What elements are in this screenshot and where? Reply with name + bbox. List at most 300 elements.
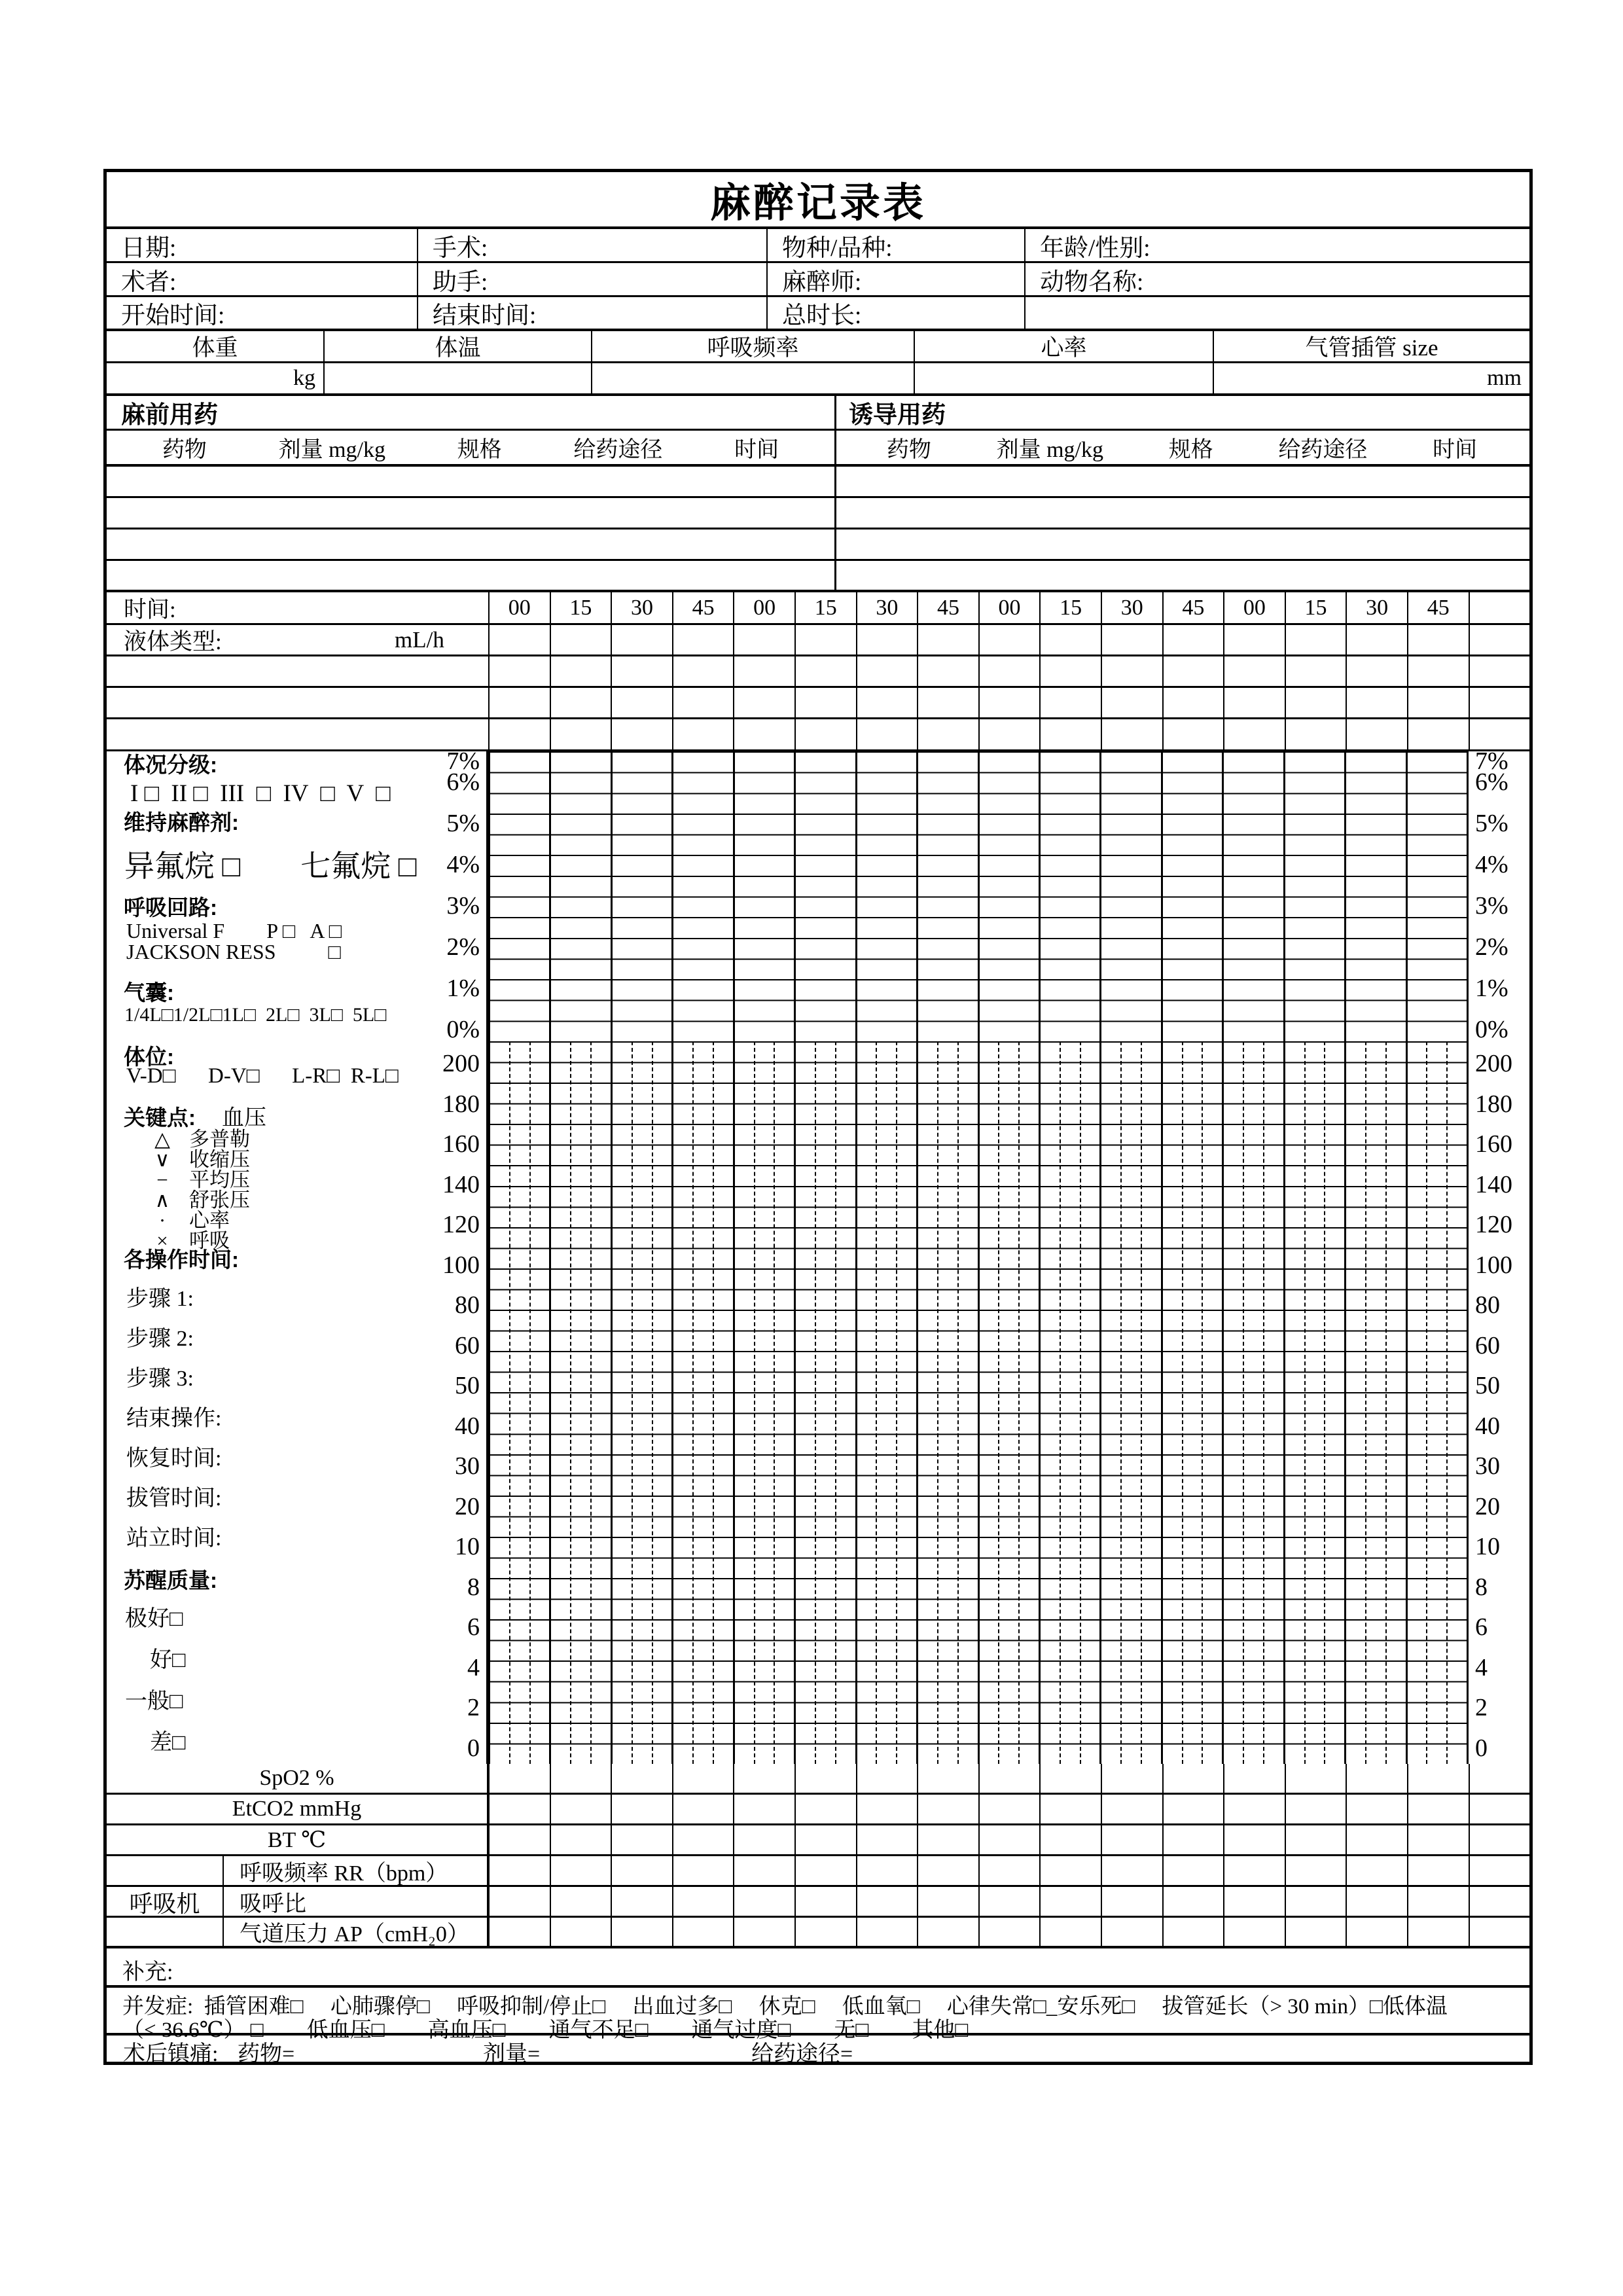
grid-cell[interactable] <box>1285 1918 1346 1946</box>
recovery-label: 苏醒质量: <box>124 1568 217 1592</box>
grid-cell[interactable] <box>978 1856 1040 1885</box>
grid-cell[interactable] <box>1101 688 1162 717</box>
grid-cell[interactable] <box>1039 688 1101 717</box>
grid-cell[interactable] <box>1407 1825 1469 1854</box>
grid-cell[interactable] <box>733 1918 794 1946</box>
grid-cell[interactable] <box>611 1825 672 1854</box>
grid-cell[interactable] <box>1285 1887 1346 1916</box>
grid-cell[interactable] <box>1407 1856 1469 1885</box>
recovery-option[interactable]: 极好□ <box>125 1607 183 1631</box>
numeric-scale-label: 200 <box>442 1049 480 1077</box>
complications-line-2: （< 36.6℃） □ 低血压□ 高血压□ 通气不足□ 通气过度□ 无□ 其他□ <box>122 2018 969 2042</box>
chart-subcolumn <box>816 1041 836 1764</box>
legend-symbol: ∨ <box>154 1148 170 1171</box>
grid-cell[interactable] <box>1469 1764 1530 1793</box>
grid-cell[interactable] <box>488 1825 550 1854</box>
grid-cell[interactable] <box>672 688 734 717</box>
grid-cell[interactable] <box>1039 1918 1101 1946</box>
grid-cell[interactable] <box>1223 1795 1285 1823</box>
numeric-scale-label: 200 <box>1475 1049 1512 1077</box>
grid-cell[interactable] <box>794 1887 856 1916</box>
chart-column <box>855 751 916 1041</box>
grid-cell[interactable] <box>1039 1795 1101 1823</box>
grid-cell[interactable] <box>978 656 1040 686</box>
temperature-value-field[interactable] <box>323 363 591 393</box>
grid-cell[interactable] <box>1285 688 1346 717</box>
grid-cell[interactable] <box>1346 1887 1407 1916</box>
med-title-row <box>107 396 1529 431</box>
grid-cell[interactable] <box>611 1918 672 1946</box>
keypoints-label: 关键点: <box>124 1105 196 1130</box>
percent-scale-label: 6% <box>1475 768 1508 796</box>
grid-cell[interactable] <box>1101 1887 1162 1916</box>
grid-cell[interactable] <box>1162 625 1224 655</box>
grid-cell[interactable] <box>611 688 672 717</box>
animal-name-field[interactable]: 动物名称: <box>1024 263 1529 295</box>
age-sex-field[interactable]: 年龄/性别: <box>1024 229 1529 261</box>
grid-cell[interactable] <box>1039 625 1101 655</box>
med-row[interactable] <box>107 561 1529 592</box>
grid-cell[interactable] <box>917 1825 978 1854</box>
chart-subcolumn <box>1366 1041 1387 1764</box>
numeric-scale-label: 40 <box>455 1412 480 1440</box>
bag-label: 气囊: <box>124 980 174 1005</box>
complications-row[interactable] <box>107 1988 1529 2042</box>
header-row-3 <box>107 297 1529 331</box>
grid-cell[interactable] <box>733 1825 794 1854</box>
chart-subcolumn <box>857 1041 878 1764</box>
grid-cell[interactable] <box>550 1764 611 1793</box>
grid-cell[interactable] <box>1285 1764 1346 1793</box>
bt-row <box>107 1825 1529 1856</box>
grid-cell[interactable] <box>1285 1795 1346 1823</box>
grid-cell[interactable] <box>1407 688 1469 717</box>
grid-cell[interactable] <box>978 1795 1040 1823</box>
grid-cell[interactable] <box>1469 1825 1530 1854</box>
ventilator-label: 呼吸机 <box>107 1856 224 1948</box>
grid-cell[interactable] <box>1223 1887 1285 1916</box>
grid-cell[interactable] <box>611 1795 672 1823</box>
empty-grid-row <box>107 656 1529 688</box>
grid-cell[interactable] <box>1101 1856 1162 1885</box>
time-row <box>107 592 1529 625</box>
grid-cell[interactable] <box>794 1825 856 1854</box>
grid-cell[interactable] <box>1162 1764 1224 1793</box>
anesthetic-percent-grid[interactable] <box>488 751 1469 1041</box>
grid-cell[interactable] <box>1101 1825 1162 1854</box>
vitals-chart-grid[interactable] <box>488 1041 1469 1764</box>
grid-cell[interactable] <box>1162 1856 1224 1885</box>
respiratory-rate-header: 呼吸频率 <box>591 331 914 361</box>
time-cell: 15 <box>1039 592 1101 623</box>
numeric-scale-label: 6 <box>1475 1613 1488 1641</box>
grid-cell[interactable] <box>856 1764 918 1793</box>
legend-label: 多普勒 <box>189 1128 250 1151</box>
anesthesia-record-form <box>103 169 1533 2065</box>
recovery-option[interactable]: 好□ <box>150 1648 186 1672</box>
grid-cell[interactable] <box>1346 1795 1407 1823</box>
grid-cell[interactable] <box>488 1918 550 1946</box>
grid-cell[interactable] <box>794 625 856 655</box>
numeric-scale-label: 30 <box>1475 1452 1500 1480</box>
chart-subcolumn <box>490 1041 510 1764</box>
surgeon-field[interactable]: 术者: <box>121 268 177 296</box>
grid-cell[interactable] <box>1223 719 1285 749</box>
grid-cell[interactable] <box>1101 656 1162 686</box>
chart-subcolumn <box>1306 1041 1326 1764</box>
optime-field[interactable]: 步骤 2: <box>126 1327 194 1351</box>
grid-cell[interactable] <box>672 1795 734 1823</box>
percent-scale-label: 3% <box>446 891 480 920</box>
chart-subcolumn <box>592 1041 611 1764</box>
grid-cell[interactable] <box>1346 625 1407 655</box>
grid-cell[interactable] <box>1469 688 1530 717</box>
condition-options[interactable]: I □ II □ III □ IV □ V □ <box>130 780 391 807</box>
grid-cell[interactable] <box>978 688 1040 717</box>
grid-cell[interactable] <box>1162 656 1224 686</box>
chart-subcolumn <box>1142 1041 1161 1764</box>
anesthetist-field[interactable]: 麻醉师: <box>766 263 1024 295</box>
grid-cell[interactable] <box>733 719 794 749</box>
analgesia-label: 术后镇痛: <box>123 2041 219 2066</box>
grid-cell[interactable] <box>1101 625 1162 655</box>
legend-symbol: · <box>158 1209 166 1232</box>
chart-column <box>1099 1041 1160 1764</box>
grid-cell[interactable] <box>611 1764 672 1793</box>
induction-med-title: 诱导用药 <box>849 402 946 429</box>
grid-cell[interactable] <box>1346 656 1407 686</box>
measurements-header-row <box>107 331 1529 363</box>
grid-cell[interactable] <box>1407 1764 1469 1793</box>
grid-cell[interactable] <box>1407 719 1469 749</box>
grid-cell[interactable] <box>611 719 672 749</box>
measurements-value-row <box>107 363 1529 396</box>
grid-cell[interactable] <box>488 688 550 717</box>
numeric-scale-label: 10 <box>1475 1532 1500 1560</box>
numeric-scale-label: 8 <box>1475 1573 1488 1601</box>
bag-options[interactable]: 1/4L□1/2L□1L□ 2L□ 3L□ 5L□ <box>124 1004 387 1026</box>
optime-field[interactable]: 恢复时间: <box>126 1446 222 1471</box>
grid-cell[interactable] <box>1285 656 1346 686</box>
grid-cell[interactable] <box>733 1764 794 1793</box>
condition-label: 体况分级: <box>124 753 217 777</box>
grid-cell[interactable] <box>1285 1825 1346 1854</box>
grid-cell[interactable] <box>917 1887 978 1916</box>
grid-cell[interactable] <box>917 625 978 655</box>
optime-field[interactable]: 结束操作: <box>126 1407 222 1431</box>
grid-cell[interactable] <box>1162 1918 1224 1946</box>
species-field[interactable]: 物种/品种: <box>766 229 1024 261</box>
grid-cell[interactable] <box>672 1918 734 1946</box>
grid-cell[interactable] <box>978 1887 1040 1916</box>
time-cell: 30 <box>1101 592 1162 623</box>
time-cell: 00 <box>488 592 550 623</box>
grid-cell[interactable] <box>733 656 794 686</box>
grid-cell[interactable] <box>550 1856 611 1885</box>
fluid-row <box>107 625 1529 656</box>
assistant-field[interactable]: 助手: <box>417 263 766 295</box>
heart-rate-value-field[interactable] <box>914 363 1213 393</box>
chart-subcolumn <box>1244 1041 1264 1764</box>
grid-cell[interactable] <box>978 625 1040 655</box>
grid-cell[interactable] <box>611 625 672 655</box>
chart-subcolumn <box>1183 1041 1204 1764</box>
grid-cell[interactable] <box>1162 1887 1224 1916</box>
grid-cell[interactable] <box>1223 656 1285 686</box>
analgesia-route-field[interactable]: 给药途径= <box>751 2041 853 2066</box>
analgesia-dose-field[interactable]: 剂量= <box>483 2041 541 2066</box>
grid-cell[interactable] <box>611 1856 672 1885</box>
med-col-header: 给药途径 <box>1278 438 1368 462</box>
grid-cell[interactable] <box>917 1764 978 1793</box>
maintenance-options[interactable]: 异氟烷 □ 七氟烷 □ <box>124 850 417 883</box>
grid-cell[interactable] <box>550 688 611 717</box>
start-time-field[interactable]: 开始时间: <box>121 302 225 329</box>
med-col-header: 时间 <box>734 438 779 462</box>
bt-label: BT ℃ <box>107 1825 488 1854</box>
chart-column <box>794 751 855 1041</box>
grid-cell[interactable] <box>978 1825 1040 1854</box>
grid-cell[interactable] <box>488 1856 550 1885</box>
grid-cell[interactable] <box>1469 1795 1530 1823</box>
grid-cell[interactable] <box>611 1887 672 1916</box>
grid-cell[interactable] <box>1407 656 1469 686</box>
grid-cell[interactable] <box>488 625 550 655</box>
grid-cell[interactable] <box>733 625 794 655</box>
recovery-option[interactable]: 一般□ <box>125 1689 183 1713</box>
left-info-panel <box>107 751 488 1764</box>
grid-cell[interactable] <box>550 1795 611 1823</box>
chart-column <box>1222 1041 1283 1764</box>
grid-cell[interactable] <box>1039 1887 1101 1916</box>
grid-cell[interactable] <box>550 719 611 749</box>
grid-cell[interactable] <box>1285 1856 1346 1885</box>
grid-cell[interactable] <box>856 1856 918 1885</box>
grid-cell[interactable] <box>794 688 856 717</box>
chart-subcolumn <box>551 1041 571 1764</box>
total-duration-field[interactable]: 总时长: <box>766 297 1024 329</box>
grid-cell[interactable] <box>1469 625 1530 655</box>
grid-cell[interactable] <box>794 1764 856 1793</box>
end-time-field[interactable]: 结束时间: <box>417 297 766 329</box>
grid-cell[interactable] <box>672 1825 734 1854</box>
percent-scale-label: 7% <box>1475 747 1508 775</box>
grid-cell[interactable] <box>672 1856 734 1885</box>
time-cell: 45 <box>1162 592 1224 623</box>
page-title: 麻醉记录表 <box>709 181 926 226</box>
grid-cell[interactable] <box>672 719 734 749</box>
grid-cell[interactable] <box>917 688 978 717</box>
chart-subcolumn <box>1408 1041 1428 1764</box>
chart-subcolumn <box>1101 1041 1122 1764</box>
numeric-scale-label: 0 <box>1475 1734 1488 1762</box>
chart-subcolumn <box>877 1041 897 1764</box>
grid-cell[interactable] <box>1162 1795 1224 1823</box>
grid-cell[interactable] <box>856 625 918 655</box>
grid-cell[interactable] <box>1346 1918 1407 1946</box>
grid-cell[interactable] <box>1469 1856 1530 1885</box>
grid-cell[interactable] <box>1162 1825 1224 1854</box>
ventilator-rr-label: 呼吸频率 RR（bpm） <box>224 1856 488 1885</box>
med-columns-row <box>107 431 1529 467</box>
grid-cell[interactable] <box>1407 1795 1469 1823</box>
optime-field[interactable]: 步骤 3: <box>126 1367 194 1391</box>
fluid-unit-label: mL/h <box>395 626 444 653</box>
grid-cell[interactable] <box>1346 688 1407 717</box>
grid-cell[interactable] <box>550 1825 611 1854</box>
grid-cell[interactable] <box>856 719 918 749</box>
grid-cell[interactable] <box>856 1795 918 1823</box>
grid-cell[interactable] <box>856 688 918 717</box>
numeric-scale-label: 30 <box>455 1452 480 1480</box>
grid-cell[interactable] <box>1039 656 1101 686</box>
grid-cell[interactable] <box>611 656 672 686</box>
chart-column <box>1283 751 1344 1041</box>
grid-cell[interactable] <box>978 719 1040 749</box>
numeric-scale-label: 60 <box>455 1331 480 1359</box>
ventilator-ap-label: 气道压力 AP（cmH₂0） <box>224 1918 488 1946</box>
chart-subcolumn <box>694 1041 714 1764</box>
grid-cell[interactable] <box>488 1764 550 1793</box>
chart-column <box>1039 1041 1099 1764</box>
time-cell: 45 <box>672 592 734 623</box>
grid-cell[interactable] <box>1223 1825 1285 1854</box>
grid-cell[interactable] <box>1039 1825 1101 1854</box>
grid-cell[interactable] <box>733 688 794 717</box>
grid-cell[interactable] <box>794 656 856 686</box>
numeric-scale-label: 50 <box>1475 1371 1500 1399</box>
grid-cell[interactable] <box>550 656 611 686</box>
grid-cell[interactable] <box>917 1795 978 1823</box>
grid-cell[interactable] <box>1346 719 1407 749</box>
med-row[interactable] <box>107 467 1529 498</box>
grid-cell[interactable] <box>733 1856 794 1885</box>
complications-line-1: 并发症: 插管困难□ 心肺骤停□ 呼吸抑制/停止□ 出血过多□ 休克□ 低血氧□ 心律失常□_安乐死□ 拔管延长（> 30 min）□低体温 <box>122 1995 1448 2018</box>
grid-cell[interactable] <box>1101 1764 1162 1793</box>
weight-value-field[interactable]: kg <box>293 366 315 390</box>
med-row[interactable] <box>107 529 1529 561</box>
recovery-option[interactable]: 差□ <box>150 1731 186 1755</box>
time-cell: 15 <box>550 592 611 623</box>
grid-cell[interactable] <box>550 625 611 655</box>
grid-cell[interactable] <box>856 1887 918 1916</box>
grid-cell[interactable] <box>1469 1918 1530 1946</box>
grid-cell[interactable] <box>1346 1856 1407 1885</box>
grid-cell[interactable] <box>488 719 550 749</box>
grid-cell[interactable] <box>1039 719 1101 749</box>
percent-scale-label: 7% <box>446 751 480 775</box>
grid-cell[interactable] <box>917 1856 978 1885</box>
grid-cell[interactable] <box>856 1825 918 1854</box>
time-cell: 30 <box>611 592 672 623</box>
grid-cell[interactable] <box>794 1856 856 1885</box>
legend-label: 心率 <box>189 1209 230 1232</box>
respiratory-rate-value-field[interactable] <box>591 363 914 393</box>
numeric-scale-label: 160 <box>442 1130 480 1158</box>
numeric-scale-label: 10 <box>455 1532 480 1560</box>
grid-cell[interactable] <box>1162 688 1224 717</box>
grid-cell[interactable] <box>488 1795 550 1823</box>
grid-cell[interactable] <box>672 625 734 655</box>
surgery-field[interactable]: 手术: <box>417 229 766 261</box>
grid-cell[interactable] <box>1285 719 1346 749</box>
grid-cell[interactable] <box>917 1918 978 1946</box>
time-cell: 00 <box>733 592 794 623</box>
grid-cell[interactable] <box>917 656 978 686</box>
grid-cell[interactable] <box>856 1918 918 1946</box>
grid-cell[interactable] <box>1469 719 1530 749</box>
numeric-scale-label: 20 <box>455 1492 480 1520</box>
et-tube-value-field[interactable]: mm <box>1213 363 1529 393</box>
chart-subcolumn <box>571 1041 592 1764</box>
grid-cell[interactable] <box>794 719 856 749</box>
grid-cell[interactable] <box>733 1887 794 1916</box>
grid-cell[interactable] <box>672 1887 734 1916</box>
grid-cell[interactable] <box>1162 719 1224 749</box>
grid-cell[interactable] <box>1223 1764 1285 1793</box>
grid-cell[interactable] <box>917 719 978 749</box>
circuit-line1[interactable]: Universal F P □ A □ <box>126 919 342 942</box>
grid-cell[interactable] <box>1346 1764 1407 1793</box>
optime-field[interactable]: 拔管时间: <box>126 1486 222 1511</box>
grid-cell[interactable] <box>978 1918 1040 1946</box>
numeric-scale-label: 100 <box>442 1251 480 1279</box>
analgesia-drug-field[interactable]: 药物= <box>238 2041 295 2066</box>
grid-cell[interactable] <box>1223 1856 1285 1885</box>
med-row[interactable] <box>107 498 1529 529</box>
legend-label: 平均压 <box>189 1168 250 1191</box>
grid-cell[interactable] <box>1407 625 1469 655</box>
optime-field[interactable]: 步骤 1: <box>126 1287 194 1311</box>
grid-cell[interactable] <box>733 1795 794 1823</box>
grid-cell[interactable] <box>1101 719 1162 749</box>
grid-cell[interactable] <box>978 1764 1040 1793</box>
time-cell: 30 <box>1346 592 1407 623</box>
grid-cell[interactable] <box>856 656 918 686</box>
position-options[interactable]: V-D□ D-V□ L-R□ R-L□ <box>126 1064 399 1088</box>
legend-symbol: × <box>156 1229 168 1252</box>
med-col-header: 给药途径 <box>573 438 663 462</box>
grid-cell[interactable] <box>1407 1918 1469 1946</box>
grid-cell[interactable] <box>672 656 734 686</box>
grid-cell[interactable] <box>550 1918 611 1946</box>
grid-cell[interactable] <box>488 656 550 686</box>
grid-cell[interactable] <box>672 1764 734 1793</box>
grid-cell[interactable] <box>1346 1825 1407 1854</box>
chart-subcolumn <box>531 1041 550 1764</box>
grid-cell[interactable] <box>794 1918 856 1946</box>
grid-cell[interactable] <box>1101 1918 1162 1946</box>
chart-subcolumn <box>1224 1041 1244 1764</box>
grid-cell[interactable] <box>1223 625 1285 655</box>
grid-cell[interactable] <box>794 1795 856 1823</box>
optime-field[interactable]: 站立时间: <box>126 1526 222 1551</box>
grid-cell[interactable] <box>1285 625 1346 655</box>
grid-cell[interactable] <box>1469 1887 1530 1916</box>
grid-cell[interactable] <box>1223 688 1285 717</box>
circuit-line2[interactable]: JACKSON RESS □ <box>126 940 341 963</box>
grid-cell[interactable] <box>1039 1856 1101 1885</box>
date-field[interactable]: 日期: <box>121 234 177 262</box>
grid-cell[interactable] <box>1407 1887 1469 1916</box>
grid-cell[interactable] <box>1469 656 1530 686</box>
supplement-row[interactable]: 补充: <box>107 1948 1529 1988</box>
grid-cell[interactable] <box>1223 1918 1285 1946</box>
grid-cell[interactable] <box>550 1887 611 1916</box>
grid-cell[interactable] <box>488 1887 550 1916</box>
grid-cell[interactable] <box>1039 1764 1101 1793</box>
grid-cell[interactable] <box>1101 1795 1162 1823</box>
